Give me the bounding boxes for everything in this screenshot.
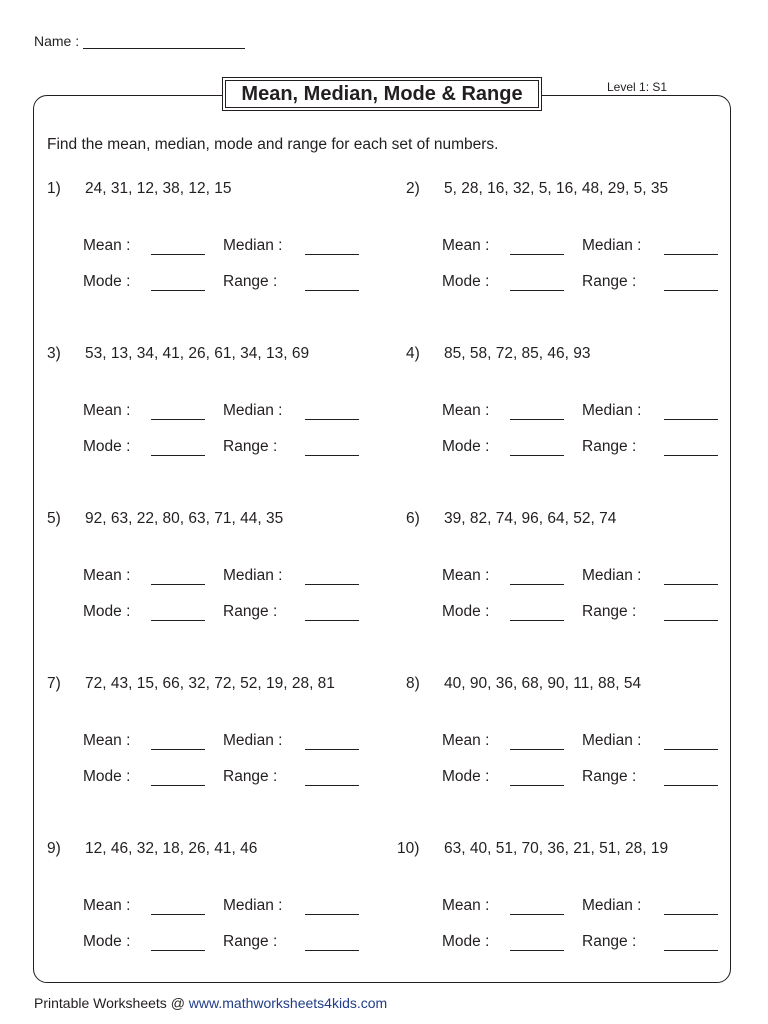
mean-label: Mean : (442, 567, 490, 584)
mean-answer-blank[interactable] (151, 419, 205, 420)
mean-answer-blank[interactable] (151, 584, 205, 585)
problem-data: 12, 46, 32, 18, 26, 41, 46 (85, 840, 258, 857)
answer-row-mean-median (83, 732, 383, 754)
mode-answer-blank[interactable] (151, 455, 205, 456)
answer-row-mode-range (83, 768, 383, 790)
answer-row-mean-median (442, 897, 742, 919)
mean-label: Mean : (442, 732, 490, 749)
mean-label: Mean : (442, 237, 490, 254)
median-answer-blank[interactable] (664, 419, 718, 420)
mean-answer-blank[interactable] (510, 914, 564, 915)
problem (47, 675, 377, 825)
median-label: Median : (223, 237, 283, 254)
mode-label: Mode : (83, 273, 131, 290)
problem-data: 5, 28, 16, 32, 5, 16, 48, 29, 5, 35 (444, 180, 669, 197)
mode-answer-blank[interactable] (510, 785, 564, 786)
range-answer-blank[interactable] (305, 950, 359, 951)
mode-label: Mode : (83, 603, 131, 620)
problem-number: 9) (47, 840, 61, 857)
problem-data: 63, 40, 51, 70, 36, 21, 51, 28, 19 (444, 840, 669, 857)
problem-number: 7) (47, 675, 61, 692)
median-label: Median : (223, 732, 283, 749)
range-label: Range : (223, 603, 278, 620)
problem (406, 675, 736, 825)
mean-answer-blank[interactable] (510, 254, 564, 255)
problem (47, 510, 377, 660)
mode-answer-blank[interactable] (510, 455, 564, 456)
answer-row-mode-range (442, 438, 742, 460)
answer-row-mean-median (83, 402, 383, 424)
answer-row-mode-range (83, 603, 383, 625)
mode-label: Mode : (83, 768, 131, 785)
median-answer-blank[interactable] (305, 584, 359, 585)
mode-label: Mode : (442, 603, 490, 620)
mean-label: Mean : (83, 897, 131, 914)
level-label: Level 1: S1 (607, 80, 668, 94)
problem-data: 53, 13, 34, 41, 26, 61, 34, 13, 69 (85, 345, 310, 362)
answer-row-mean-median (83, 567, 383, 589)
footer (34, 995, 387, 1011)
mode-label: Mode : (442, 438, 490, 455)
median-label: Median : (582, 402, 642, 419)
problem (406, 510, 736, 660)
mode-label: Mode : (83, 438, 131, 455)
mean-answer-blank[interactable] (510, 584, 564, 585)
range-label: Range : (582, 768, 637, 785)
mean-label: Mean : (83, 402, 131, 419)
mode-label: Mode : (442, 933, 490, 950)
mode-label: Mode : (442, 273, 490, 290)
problem (47, 345, 377, 495)
range-label: Range : (582, 438, 637, 455)
median-answer-blank[interactable] (664, 254, 718, 255)
mean-label: Mean : (83, 732, 131, 749)
mean-answer-blank[interactable] (151, 749, 205, 750)
median-answer-blank[interactable] (305, 419, 359, 420)
problem-number: 3) (47, 345, 61, 362)
range-label: Range : (223, 273, 278, 290)
answer-row-mode-range (83, 933, 383, 955)
problem (406, 180, 736, 330)
answer-row-mean-median (442, 237, 742, 259)
mean-answer-blank[interactable] (151, 254, 205, 255)
range-answer-blank[interactable] (305, 785, 359, 786)
problem-number: 2) (406, 180, 420, 197)
mode-label: Mode : (83, 933, 131, 950)
range-label: Range : (223, 768, 278, 785)
median-label: Median : (223, 897, 283, 914)
problem (47, 180, 377, 330)
problem-number: 8) (406, 675, 420, 692)
problem-number: 6) (406, 510, 420, 527)
answer-row-mean-median (83, 237, 383, 259)
answer-row-mode-range (442, 768, 742, 790)
problem-number: 4) (406, 345, 420, 362)
problem-data: 92, 63, 22, 80, 63, 71, 44, 35 (85, 510, 284, 527)
median-answer-blank[interactable] (305, 749, 359, 750)
mean-label: Mean : (83, 567, 131, 584)
problem-data: 72, 43, 15, 66, 32, 72, 52, 19, 28, 81 (85, 675, 335, 692)
problem (397, 840, 727, 990)
range-answer-blank[interactable] (664, 455, 718, 456)
instructions: Find the mean, median, mode and range for each set of numbers. (47, 136, 499, 153)
answer-row-mean-median (83, 897, 383, 919)
page-title: Mean, Median, Mode & Range (241, 82, 523, 105)
range-answer-blank[interactable] (305, 620, 359, 621)
range-label: Range : (223, 933, 278, 950)
mean-label: Mean : (442, 402, 490, 419)
footer-url-link[interactable]: www.mathworksheets4kids.com (188, 995, 388, 1011)
answer-row-mode-range (83, 273, 383, 295)
median-answer-blank[interactable] (664, 914, 718, 915)
mean-answer-blank[interactable] (151, 914, 205, 915)
answer-row-mode-range (442, 933, 742, 955)
answer-row-mode-range (442, 273, 742, 295)
mean-label: Mean : (442, 897, 490, 914)
median-label: Median : (582, 897, 642, 914)
median-label: Median : (582, 732, 642, 749)
footer-prefix: Printable Worksheets @ (34, 995, 189, 1011)
name-label: Name : (34, 33, 80, 49)
answer-row-mean-median (442, 732, 742, 754)
problem-data: 40, 90, 36, 68, 90, 11, 88, 54 (444, 675, 642, 692)
range-answer-blank[interactable] (664, 950, 718, 951)
median-label: Median : (223, 567, 283, 584)
mode-label: Mode : (442, 768, 490, 785)
median-answer-blank[interactable] (664, 584, 718, 585)
range-answer-blank[interactable] (664, 620, 718, 621)
mode-answer-blank[interactable] (151, 950, 205, 951)
mode-answer-blank[interactable] (510, 620, 564, 621)
problem-data: 39, 82, 74, 96, 64, 52, 74 (444, 510, 617, 527)
problem-data: 24, 31, 12, 38, 12, 15 (85, 180, 232, 197)
problem (47, 840, 377, 990)
range-label: Range : (582, 603, 637, 620)
problem-number: 10) (397, 840, 420, 857)
mode-answer-blank[interactable] (151, 620, 205, 621)
range-label: Range : (223, 438, 278, 455)
mode-answer-blank[interactable] (510, 950, 564, 951)
problem (406, 345, 736, 495)
mean-answer-blank[interactable] (510, 419, 564, 420)
median-answer-blank[interactable] (305, 254, 359, 255)
name-field (34, 33, 245, 49)
answer-row-mode-range (442, 603, 742, 625)
median-label: Median : (223, 402, 283, 419)
mean-label: Mean : (83, 237, 131, 254)
range-label: Range : (582, 273, 637, 290)
median-label: Median : (582, 237, 642, 254)
mode-answer-blank[interactable] (151, 290, 205, 291)
name-blank[interactable] (83, 34, 245, 49)
mode-answer-blank[interactable] (510, 290, 564, 291)
answer-row-mean-median (442, 402, 742, 424)
answer-row-mode-range (83, 438, 383, 460)
mode-answer-blank[interactable] (151, 785, 205, 786)
range-answer-blank[interactable] (664, 785, 718, 786)
median-answer-blank[interactable] (664, 749, 718, 750)
range-answer-blank[interactable] (664, 290, 718, 291)
median-label: Median : (582, 567, 642, 584)
answer-row-mean-median (442, 567, 742, 589)
title-box (222, 77, 542, 111)
range-answer-blank[interactable] (305, 455, 359, 456)
range-answer-blank[interactable] (305, 290, 359, 291)
problem-number: 5) (47, 510, 61, 527)
range-label: Range : (582, 933, 637, 950)
median-answer-blank[interactable] (305, 914, 359, 915)
problem-data: 85, 58, 72, 85, 46, 93 (444, 345, 591, 362)
problem-number: 1) (47, 180, 61, 197)
mean-answer-blank[interactable] (510, 749, 564, 750)
